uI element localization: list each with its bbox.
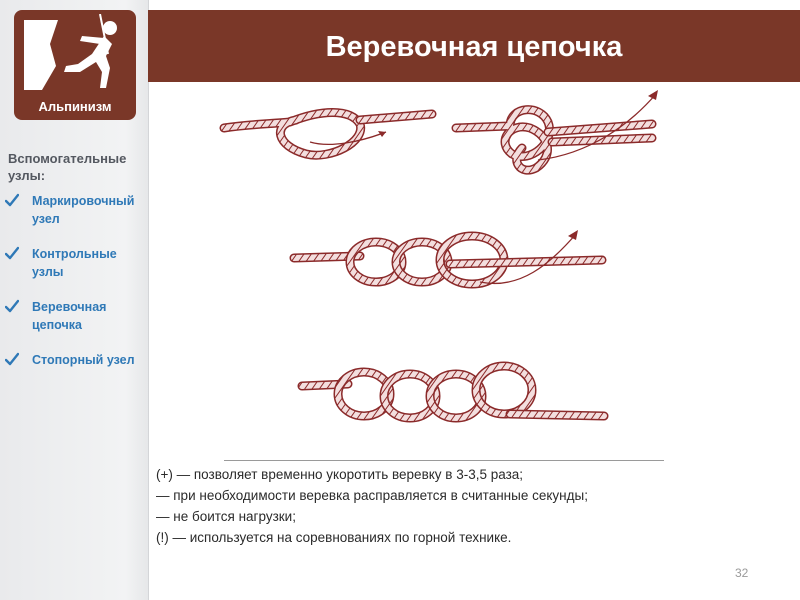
description-line: — не боится нагрузки; bbox=[156, 509, 296, 524]
page-title: Веревочная цепочка bbox=[325, 31, 623, 63]
description bbox=[156, 464, 796, 548]
description-line: — при необходимости веревка расправляется в считанные секунды; bbox=[156, 488, 588, 503]
sidebar-item-label: Стопорный узел bbox=[32, 353, 135, 367]
checkmark-icon bbox=[5, 246, 19, 260]
rope-chain-illustration bbox=[210, 84, 670, 454]
logo bbox=[14, 10, 136, 120]
description-line: (!) — используется на соревнованиях по горной технике. bbox=[156, 530, 512, 545]
sidebar-item-control-knots[interactable] bbox=[0, 245, 148, 298]
knot-step-2 bbox=[456, 90, 658, 170]
sidebar-item-marking-knot[interactable] bbox=[0, 192, 148, 245]
sidebar-item-label: Маркировочный узел bbox=[32, 194, 135, 226]
divider bbox=[224, 460, 664, 461]
checkmark-icon bbox=[5, 299, 19, 313]
climber-icon bbox=[20, 14, 130, 94]
sidebar-item-rope-chain[interactable] bbox=[0, 298, 148, 351]
knot-step-1 bbox=[224, 113, 432, 156]
checkmark-icon bbox=[5, 352, 19, 366]
knot-step-3 bbox=[294, 230, 602, 284]
sidebar-item-label: Веревочная цепочка bbox=[32, 300, 107, 332]
description-line: (+) — позволяет временно укоротить веревку в 3-3,5 раза; bbox=[156, 467, 524, 482]
title-bar bbox=[148, 10, 800, 82]
sidebar-heading: Вспомогательные узлы: bbox=[8, 151, 127, 183]
sidebar bbox=[0, 0, 149, 600]
sidebar-nav bbox=[0, 192, 148, 404]
sidebar-item-stopper-knot[interactable] bbox=[0, 351, 148, 404]
checkmark-icon bbox=[5, 193, 19, 207]
sidebar-item-label: Контрольные узлы bbox=[32, 247, 117, 279]
page-number: 32 bbox=[735, 566, 749, 580]
logo-label: Альпинизм bbox=[38, 99, 112, 114]
knot-step-4 bbox=[302, 366, 604, 418]
